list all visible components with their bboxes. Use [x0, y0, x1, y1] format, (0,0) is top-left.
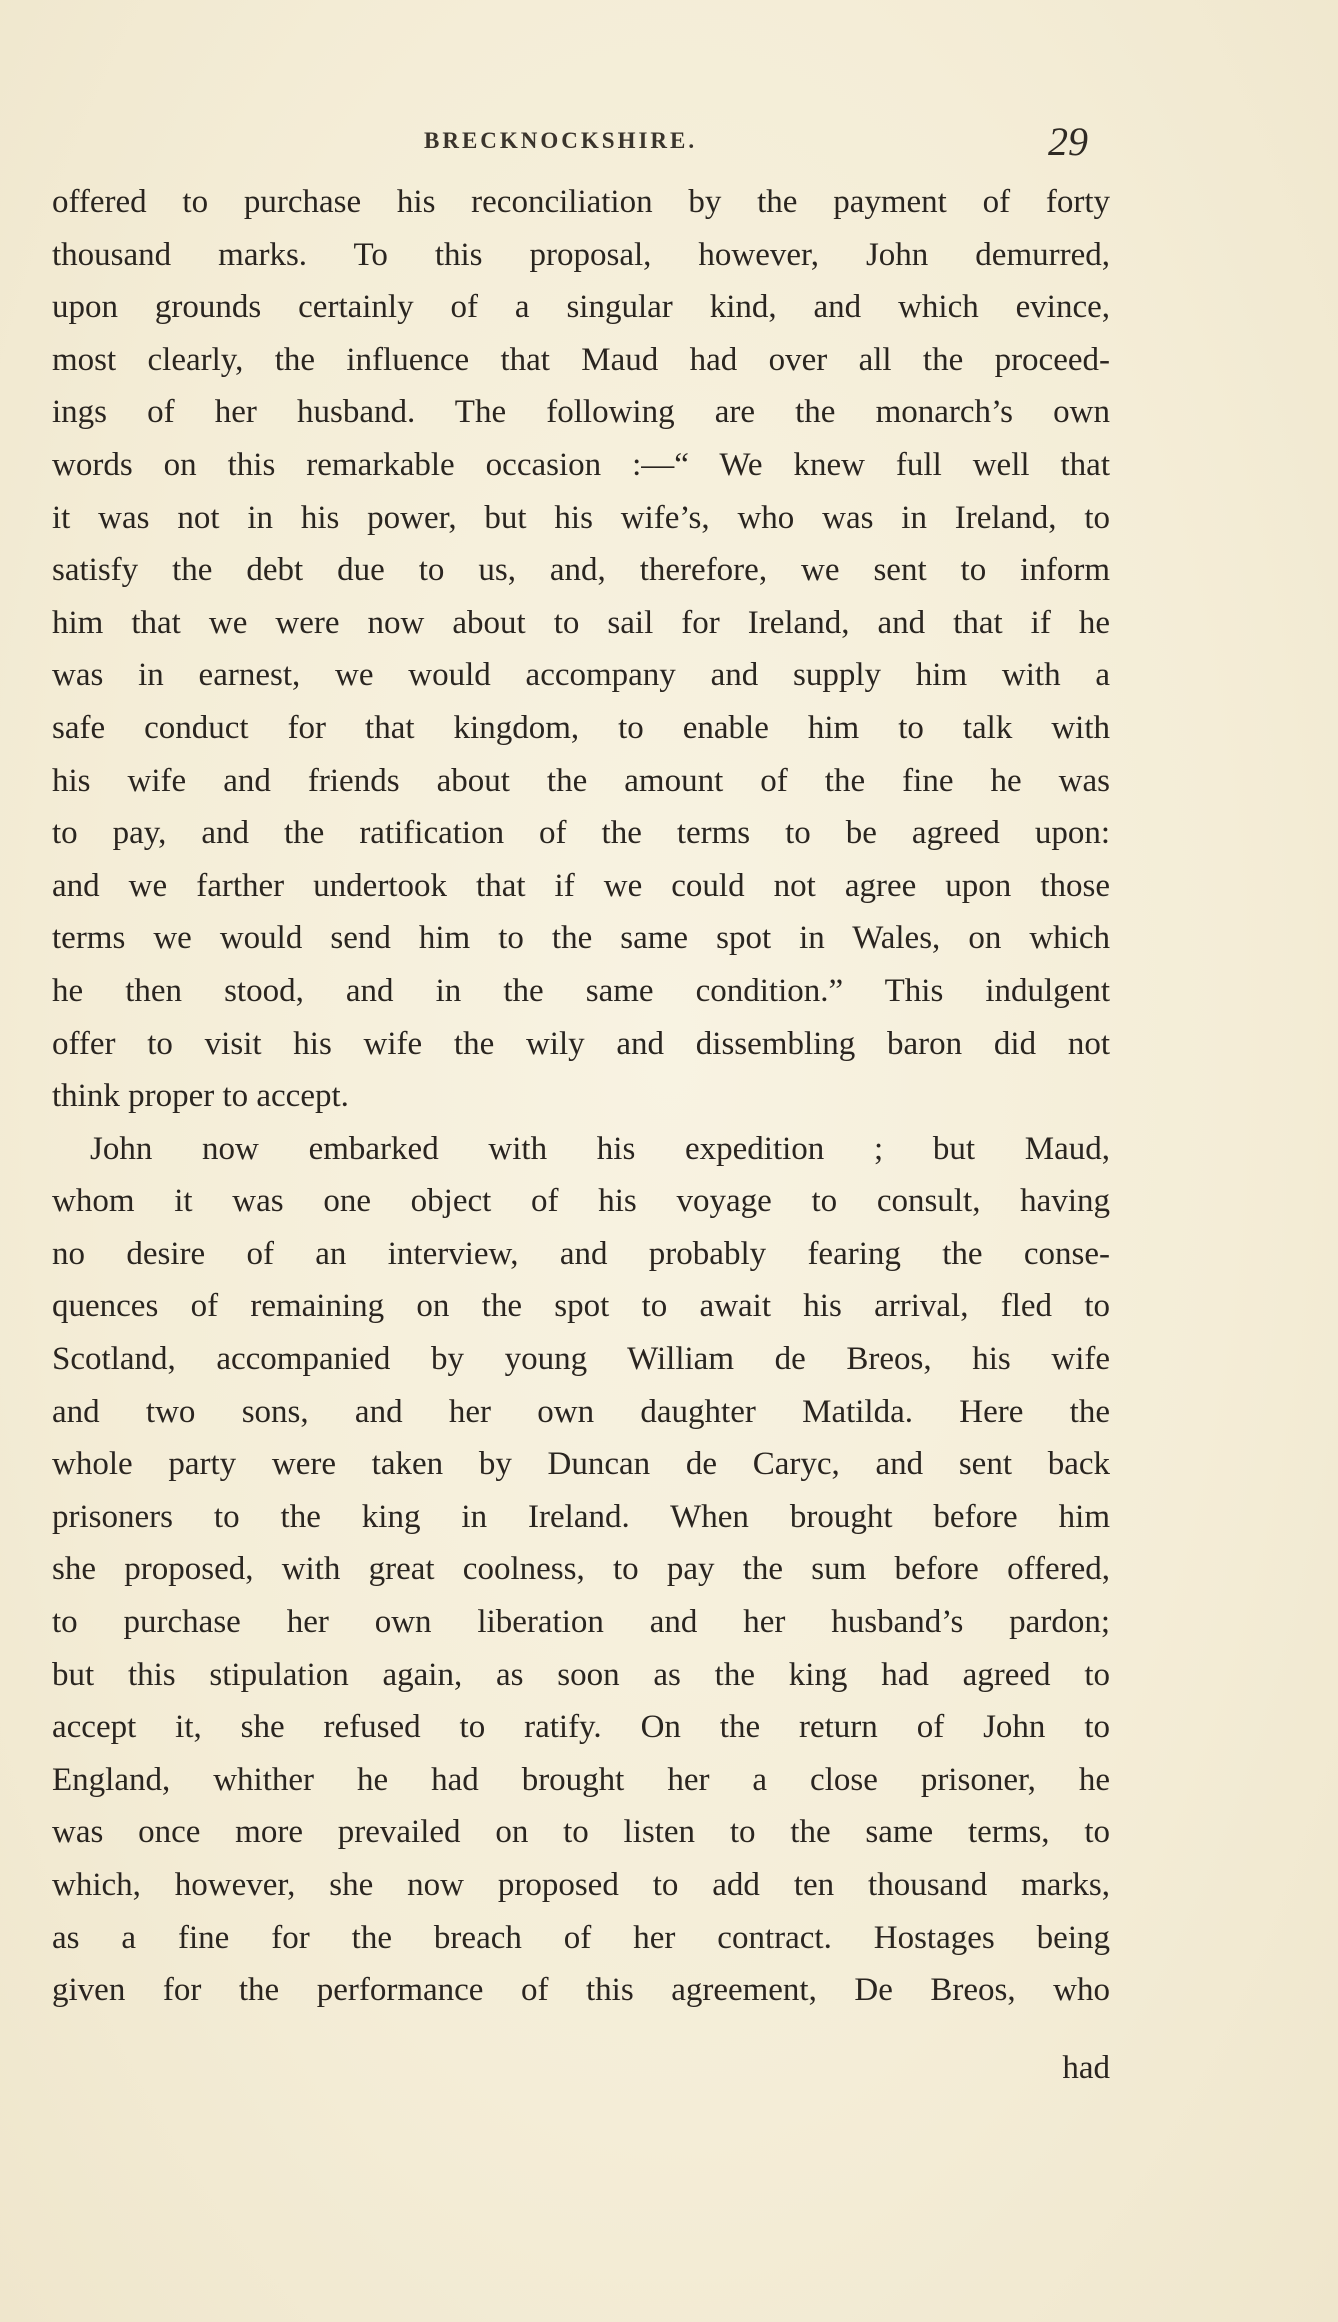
text-line: Scotland, accompanied by young William de Breos, his wife	[52, 1341, 1110, 1378]
text-line: whole party were taken by Duncan de Caryc, and sent back	[52, 1446, 1110, 1483]
text-line: John now embarked with his expedition ; but Maud,	[90, 1130, 1110, 1167]
text-line: accept it, she refused to ratify. On the return of John to	[52, 1709, 1110, 1746]
text-line: England, whither he had brought her a close prisoner, he	[52, 1761, 1110, 1798]
catchword: had	[1062, 2050, 1110, 2086]
text-line: prisoners to the king in Ireland. When brought before him	[52, 1498, 1110, 1535]
page-number: 29	[1048, 119, 1088, 164]
text-line: which, however, she now proposed to add ten thousand marks,	[52, 1867, 1110, 1903]
text-line: to purchase her own liberation and her husband’s pardon;	[52, 1604, 1110, 1641]
text-line: he then stood, and in the same condition.” This indulgent	[52, 972, 1110, 1009]
text-line: it was not in his power, but his wife’s, who was in Ireland, to	[52, 499, 1110, 536]
text-line: was once more prevailed on to listen to the same terms, to	[52, 1814, 1110, 1851]
text-line: quences of remaining on the spot to await his arrival, fled to	[52, 1288, 1110, 1325]
text-line: she proposed, with great coolness, to pay the sum before offered,	[52, 1551, 1110, 1588]
text-line: satisfy the debt due to us, and, therefore, we sent to inform	[52, 552, 1110, 589]
text-line: as a fine for the breach of her contract. Hostages being	[52, 1919, 1110, 1956]
text-line: was in earnest, we would accompany and supply him with a	[52, 657, 1110, 694]
text-line: given for the performance of this agreement, De Breos, who	[52, 1972, 1110, 2009]
text-line: no desire of an interview, and probably fearing the conse-	[52, 1235, 1110, 1272]
body-text	[52, 176, 1110, 2017]
text-line: words on this remarkable occasion :—“ We knew full well that	[52, 446, 1110, 483]
text-line: and two sons, and her own daughter Matilda. Here the	[52, 1393, 1110, 1430]
text-line: ings of her husband. The following are the monarch’s own	[52, 394, 1110, 431]
text-line: think proper to accept.	[52, 1078, 349, 1115]
text-line: but this stipulation again, as soon as the king had agreed to	[52, 1656, 1110, 1693]
text-line: whom it was one object of his voyage to consult, having	[52, 1183, 1110, 1220]
text-line: thousand marks. To this proposal, however, John demurred,	[52, 236, 1110, 273]
text-line: to pay, and the ratification of the terms to be agreed upon:	[52, 815, 1110, 852]
text-line: safe conduct for that kingdom, to enable him to talk with	[52, 709, 1110, 746]
running-head: BRECKNOCKSHIRE.	[424, 128, 698, 153]
text-line: his wife and friends about the amount of the fine he was	[52, 762, 1110, 799]
text-line: him that we were now about to sail for Ireland, and that if he	[52, 604, 1110, 641]
text-line: offered to purchase his reconciliation by the payment of forty	[52, 184, 1110, 220]
text-line: and we farther undertook that if we could not agree upon those	[52, 867, 1110, 904]
text-line: offer to visit his wife the wily and dissembling baron did not	[52, 1025, 1110, 1062]
text-line: most clearly, the influence that Maud had over all the proceed-	[52, 341, 1110, 378]
text-line: terms we would send him to the same spot in Wales, on which	[52, 920, 1110, 957]
text-line: upon grounds certainly of a singular kind, and which evince,	[52, 289, 1110, 326]
page-header	[52, 119, 1102, 168]
